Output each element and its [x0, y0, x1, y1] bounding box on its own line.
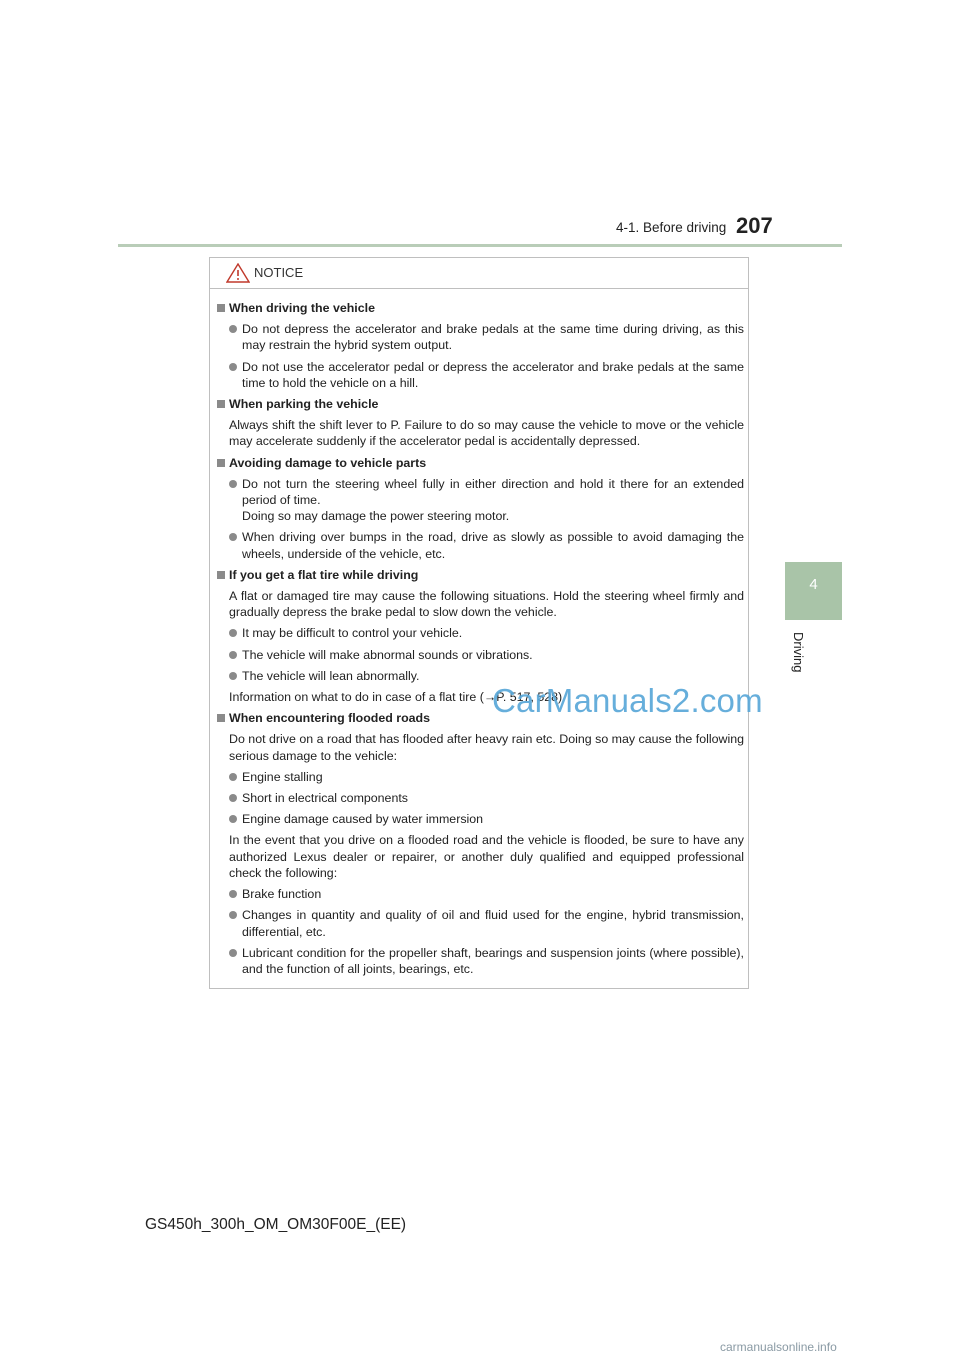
- bullet-text: Engine damage caused by water immersion: [242, 812, 484, 827]
- document-code: GS450h_300h_OM_OM30F00E_(EE): [145, 1216, 407, 1233]
- round-bullet-icon: [229, 672, 237, 680]
- round-bullet-icon: [229, 773, 237, 781]
- bullet-text: When driving over bumps in the road, drive as slowly as possible to avoid damaging the wheels, underside of the vehicle, etc.: [242, 530, 744, 561]
- chapter-label-wrap: [790, 632, 806, 682]
- heading-text: When encountering flooded roads: [229, 711, 431, 726]
- round-bullet-icon: [229, 794, 237, 802]
- round-bullet-icon: [229, 533, 237, 541]
- square-bullet-icon: [217, 714, 225, 722]
- round-bullet-icon: [229, 911, 237, 919]
- bullet-item: [229, 886, 744, 902]
- heading-text: When parking the vehicle: [229, 397, 379, 412]
- chapter-tab[interactable]: [785, 562, 842, 620]
- bullet-item: [229, 811, 744, 827]
- round-bullet-icon: [229, 815, 237, 823]
- round-bullet-icon: [229, 480, 237, 488]
- bullet-item: [229, 476, 744, 525]
- bullet-text: Engine stalling: [242, 769, 323, 784]
- notice-section-heading: [217, 396, 744, 412]
- watermark[interactable]: CarManuals2.com: [492, 682, 763, 719]
- notice-content: [217, 300, 744, 982]
- page-number: 207: [736, 213, 773, 238]
- notice-title: NOTICE: [254, 265, 304, 280]
- notice-section-heading: [217, 455, 744, 471]
- bullet-text-continued: Doing so may damage the power steering motor.: [242, 509, 510, 524]
- bullet-text: Brake function: [242, 887, 322, 902]
- heading-text: If you get a flat tire while driving: [229, 567, 419, 582]
- bullet-text: The vehicle will lean abnormally.: [242, 668, 420, 683]
- paragraph: Do not drive on a road that has flooded after heavy rain etc. Doing so may cause the following serious damage to the vehicle:: [229, 732, 744, 763]
- bullet-item: [229, 529, 744, 561]
- bullet-text: Do not turn the steering wheel fully in either direction and hold it there for an extended period of time.: [242, 476, 744, 508]
- bullet-item: [229, 647, 744, 663]
- heading-text: When driving the vehicle: [229, 301, 375, 315]
- round-bullet-icon: [229, 890, 237, 898]
- bullet-text: Changes in quantity and quality of oil and fluid used for the engine, hybrid transmission, differential, etc.: [242, 908, 744, 939]
- paragraph: Information on what to do in case of a flat tire (→P. 517, 528): [229, 690, 563, 705]
- notice-header: [210, 258, 748, 289]
- chapter-tab-number: 4: [809, 576, 818, 593]
- notice-box: [209, 257, 749, 989]
- bullet-item: [229, 790, 744, 806]
- section-title: 4-1. Before driving: [616, 220, 727, 235]
- warning-triangle-icon: [226, 263, 250, 288]
- bullet-text: It may be difficult to control your vehicle.: [242, 626, 463, 641]
- site-footer[interactable]: carmanualsonline.info: [720, 1340, 837, 1354]
- bullet-text: Short in electrical components: [242, 791, 408, 806]
- chapter-label: Driving: [791, 632, 806, 673]
- bullet-item: [229, 625, 744, 641]
- square-bullet-icon: [217, 459, 225, 467]
- paragraph: A flat or damaged tire may cause the following situations. Hold the steering wheel firmly and gradually depress the brake pedal to slow down the vehicle.: [229, 589, 744, 620]
- bullet-text: Do not depress the accelerator and brake pedals at the same time during driving, as this may restrain the hybrid system output.: [242, 322, 744, 353]
- bullet-item: [229, 769, 744, 785]
- notice-section-heading: [217, 567, 744, 583]
- square-bullet-icon: [217, 304, 225, 312]
- bullet-item: [229, 907, 744, 939]
- bullet-item: [229, 359, 744, 391]
- round-bullet-icon: [229, 651, 237, 659]
- bullet-item: [229, 321, 744, 353]
- round-bullet-icon: [229, 325, 237, 333]
- heading-text: Avoiding damage to vehicle parts: [229, 455, 427, 470]
- paragraph: In the event that you drive on a flooded road and the vehicle is flooded, be sure to have any authorized Lexus dealer or repairer, or another duly qualified and equipped professional check the following:: [229, 833, 744, 880]
- square-bullet-icon: [217, 400, 225, 408]
- bullet-text: The vehicle will make abnormal sounds or vibrations.: [242, 647, 533, 662]
- bullet-item: [229, 945, 744, 977]
- round-bullet-icon: [229, 629, 237, 637]
- paragraph: Always shift the shift lever to P. Failure to do so may cause the vehicle to move or the vehicle may accelerate suddenly if the accelerator pedal is accidentally depressed.: [229, 418, 744, 449]
- round-bullet-icon: [229, 949, 237, 957]
- square-bullet-icon: [217, 571, 225, 579]
- round-bullet-icon: [229, 363, 237, 371]
- bullet-text: Lubricant condition for the propeller shaft, bearings and suspension joints (where possible), and the function of all joints, bearings, etc.: [242, 945, 744, 976]
- header-rule: [118, 244, 842, 247]
- bullet-text: Do not use the accelerator pedal or depress the accelerator and brake pedals at the same time to hold the vehicle on a hill.: [242, 359, 744, 390]
- notice-section-heading: [217, 300, 744, 316]
